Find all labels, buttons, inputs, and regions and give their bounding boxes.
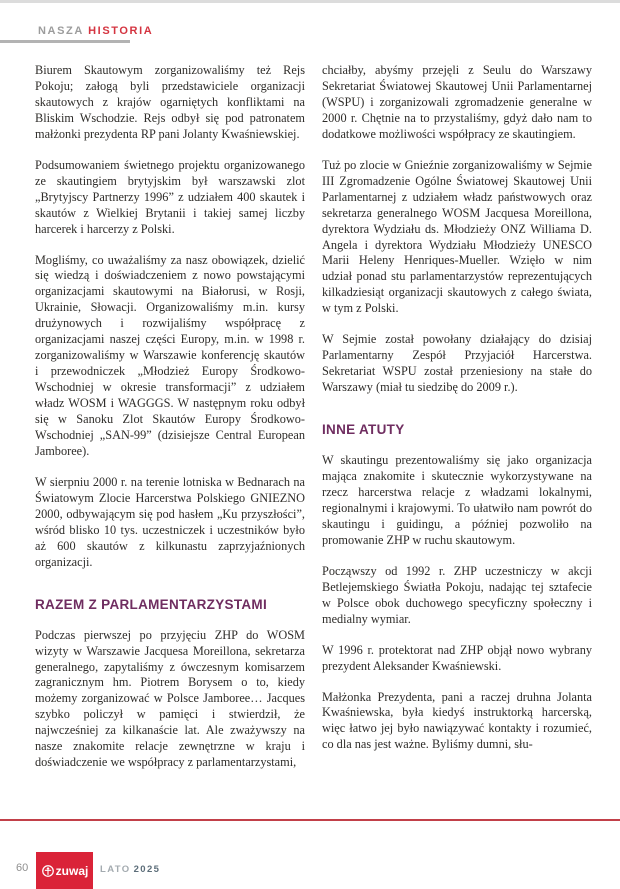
section-heading-parlamentarzysci: RAZEM Z PARLAMENTARZYSTAMI	[35, 596, 268, 612]
issue-season: LATO	[100, 864, 131, 875]
kicker-underline	[0, 40, 130, 43]
left-column	[35, 63, 305, 815]
czuwaj-logo-text: zuwaj	[55, 863, 89, 878]
paragraph: Biurem Skautowym zorganizowaliśmy też Rejs Pokoju; załogą byli przedstawiciele organizacji skautowych z krajów ogarniętych konfliktami na Bliskim Wschodzie. Rejs odbył się pod patronatem małżonki prezydenta RP pani Jolanty Kwaśniewskiej.	[35, 63, 305, 141]
article-body	[35, 63, 592, 815]
paragraph: W Sejmie został powołany działający do dzisiaj Parlamentarny Zespół Przyjaciół Harcerstwa. Sekretariat WSPU został przeniesiony na stałe do Warszawy (miał tu siedzibę do 2009 r.).	[322, 332, 592, 395]
paragraph: W 1996 r. protektorat nad ZHP objął nowo wybrany prezydent Aleksander Kwaśniewski.	[322, 642, 592, 673]
right-column	[322, 63, 592, 815]
paragraph: chciałby, abyśmy przejęli z Seulu do Warszawy Sekretariat Światowej Skautowej Unii Parlamentarnej (WSPU) i zorganizowali zgromadzenie generalne w 2000 r. Chętnie na to przystaliśmy, gdyż dało nam to dodatkowe możliwości współpracy ze skautingiem.	[322, 63, 592, 141]
paragraph: Mogliśmy, co uważaliśmy za nasz obowiązek, dzielić się wiedzą i doświadczeniem z nowo powstającymi organizacjami skautowymi na Białorusi, w Rosji, Ukrainie, Słowacji. Organizowaliśmy m.in. kursy drużynowych i rozwijaliśmy współpracę z organizacjami naszej części Europy, m.in. w 1998 r. zorganizowaliśmy w Warszawie konferencję skautów i przewodniczek „Młodzież Europy Środkowo-Wschodniej w okresie transformacji” z udziałem władz WOSM i WAGGGS. W następnym roku odbył się w Sanoku Zlot Skautów Europy Środkowo-Wschodniej „SAN-99” (dzisiejsze Central European Jamboree).	[35, 252, 305, 458]
section-heading-inne-atuty: INNE ATUTY	[322, 422, 405, 438]
paragraph: Począwszy od 1992 r. ZHP uczestniczy w akcji Betlejemskiego Światła Pokoju, nadając tej sztafecie w Polsce obok duchowego specyficzny społeczny i medialny wymiar.	[322, 563, 592, 626]
czuwaj-emblem-icon	[41, 864, 56, 878]
paragraph: Małżonka Prezydenta, pani a raczej druhna Jolanta Kwaśniewska, była kiedyś instruktorką harcerską, więc łatwo jej było nawiązywać kontakty i rozumieć, co dla nas jest ważne. Byliśmy dumni, słu-	[322, 689, 592, 752]
footer-rule	[0, 819, 620, 821]
paragraph: Podczas pierwszej po przyjęciu ZHP do WOSM wizyty w Warszawie Jacquesa Moreillona, sekretarza generalnego, zapytaliśmy z ówczesnym komisarzem zagranicznym hm. Piotrem Borysem o to, kiedy możemy zorganizować w Polsce Jamboree… Jacques szybko policzył w pamięci i stwierdził, że najwcześniej za kilkanaście lat. Ale zważywszy na nasze znakomite relacje zewnętrzne w kraju i doświadczenie we współpracy z parlamentarzystami,	[35, 627, 305, 770]
paragraph: W sierpniu 2000 r. na terenie lotniska w Bednarach na Światowym Zlocie Harcerstwa Polskiego GNIEZNO 2000, odbywającym się pod hasłem „Ku przyszłości”, wśród blisko 10 tys. uczestniczek i uczestników było aż 600 skautów z kilkunastu zaprzyjaźnionych organizacji.	[35, 474, 305, 569]
kicker-word-red: HISTORIA	[88, 25, 154, 37]
issue-label	[100, 864, 160, 875]
paragraph: Podsumowaniem świetnego projektu organizowanego ze skautingiem brytyjskim był warszawski zlot „Brytyjscy Partnerzy 1996” z udziałem 400 skautek i skautów z Wielkiej Brytanii i takiej samej liczby harcerek i harcerzy z Polski.	[35, 157, 305, 236]
paragraph: Tuż po zlocie w Gnieźnie zorganizowaliśmy w Sejmie III Zgromadzenie Ogólne Światowej Skautowej Unii Parlamentarnej z udziałem władz państwowych oraz sekretarza generalnego WOSM Jacquesa Moreillona, dyrektora Wydziału ds. Młodzieży ONZ Williama D. Angela i dyrektora Wydziału Młodzieży UNESCO Marii Heleny Henriques-Mueller. Wzięło w nim udział ponad stu parlamentarzystów reprezentujących kilkadziesiąt organizacji skautowych z całego świata, w tym z Polski.	[322, 157, 592, 316]
czuwaj-logo	[36, 852, 93, 889]
page-top-edge	[0, 0, 620, 3]
section-kicker	[38, 25, 153, 37]
kicker-word-gray: NASZA	[38, 25, 84, 37]
issue-year: 2025	[133, 864, 161, 875]
page-number: 60	[16, 862, 29, 874]
paragraph: W skautingu prezentowaliśmy się jako organizacja mająca znakomite i skutecznie wykorzystywane na rzecz harcerstwa relacje z władzami lokalnymi, regionalnymi i krajowymi. To ułatwiło nam powrót do skautingu i guidingu, a później pozwoliło na promowanie ZHP w ruchu skautowym.	[322, 453, 592, 547]
